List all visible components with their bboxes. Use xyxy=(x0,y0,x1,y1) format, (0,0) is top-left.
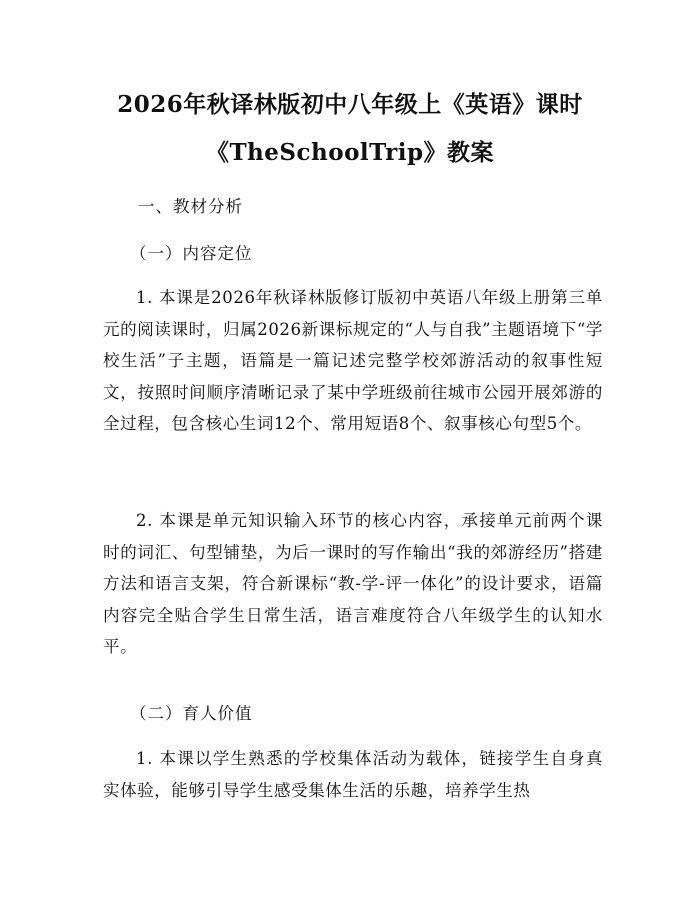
paragraph-content-positioning-2: 2. 本课是单元知识输入环节的核心内容，承接单元前两个课时的词汇、句型铺垫，为后一课时的写作输出“我的郊游经历”搭建方法和语言支架，符合新课标“教-学-评一体化”的设计要求，语篇内容完全贴合学生日常生活，语言难度符合八年级学生的认知水平。 xyxy=(103,511,603,656)
document-title-line2: 《TheSchoolTrip》教案 xyxy=(205,139,495,166)
paragraph-content-positioning-1: 1. 本课是2026年秋译林版修订版初中英语八年级上册第三单元的阅读课时，归属2026新课标规定的“人与自我”主题语境下“学校生活”子主题，语篇是一篇记述完整学校郊游活动的叙事性短文，按照时间顺序清晰记录了某中学班级前往城市公园开展郊游的全过程，包含核心生词12个、常用短语8个、叙事核心句型5个。 xyxy=(103,288,603,433)
subsection-heading-content-positioning: （一）内容定位 xyxy=(130,244,253,263)
paragraph-educational-value-1: 1. 本课以学生熟悉的学校集体活动为载体，链接学生自身真实体验，能够引导学生感受集体生活的乐趣，培养学生热 xyxy=(103,749,603,800)
section-heading-textbook-analysis: 一、教材分析 xyxy=(138,197,243,216)
document-title-line1: 2026年秋译林版初中八年级上《英语》课时 xyxy=(117,91,583,118)
subsection-heading-educational-value: （二）育人价值 xyxy=(130,704,253,723)
